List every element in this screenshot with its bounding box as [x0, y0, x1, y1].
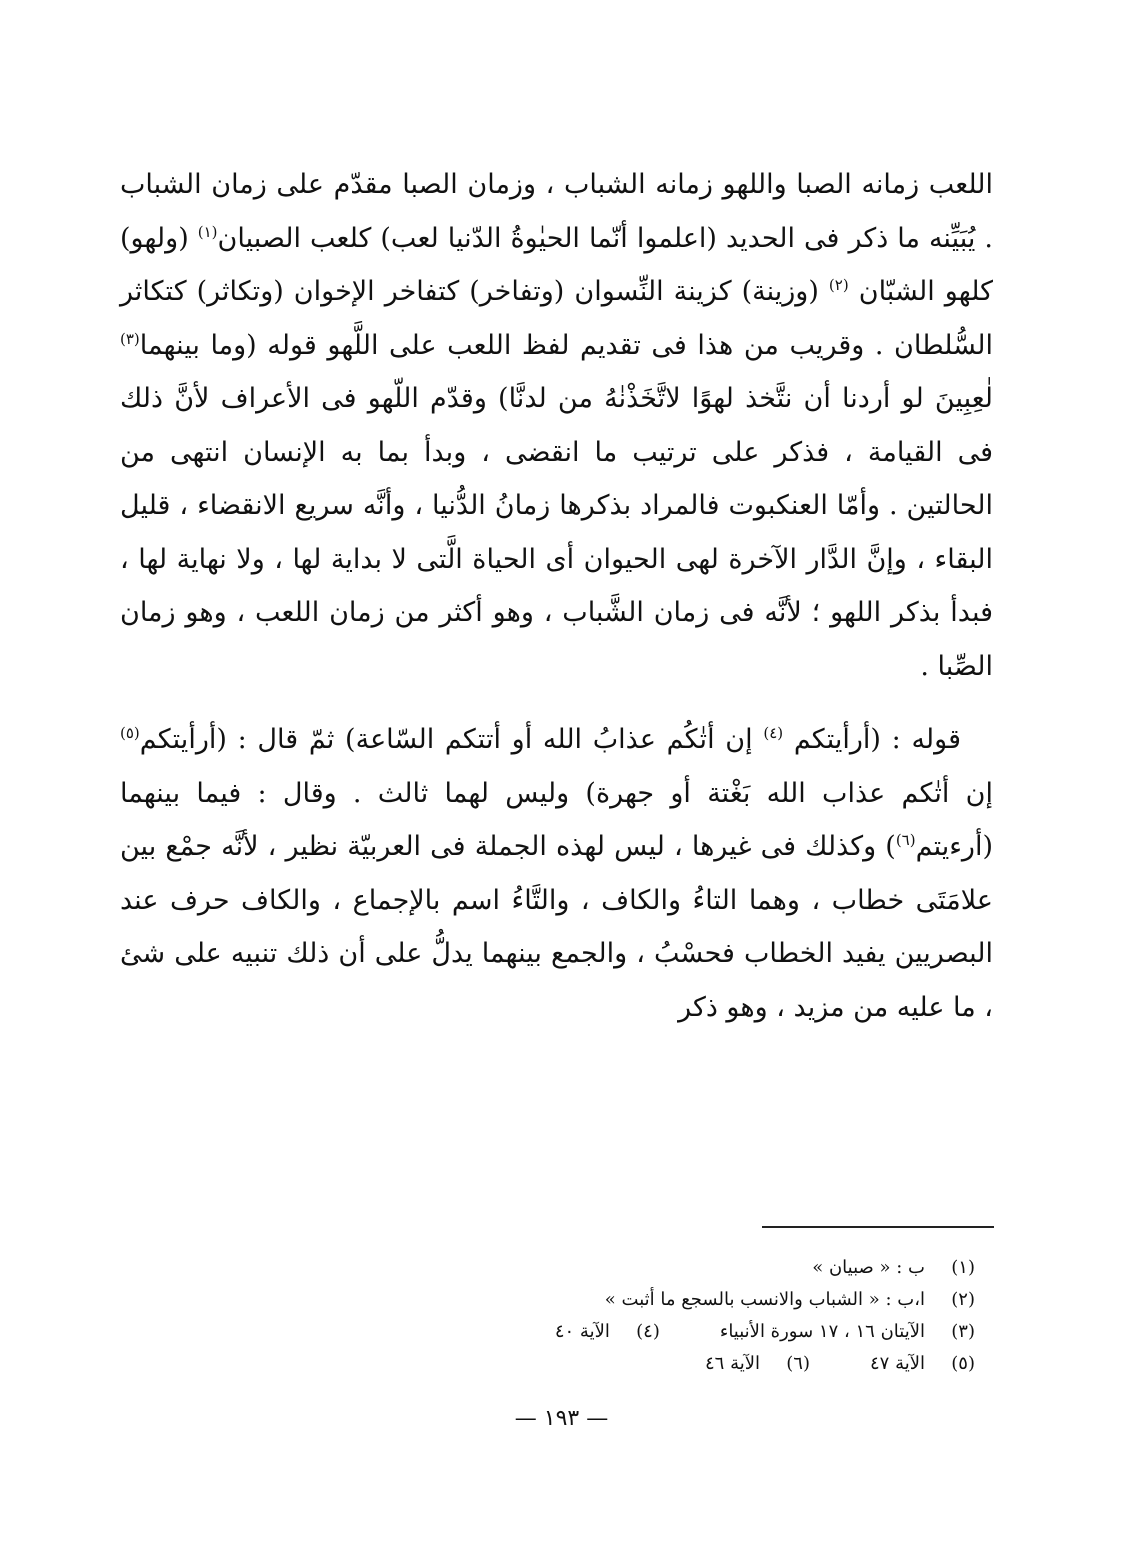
footnote-number: (١): [951, 1257, 975, 1278]
footnote-number: (٤): [636, 1321, 660, 1342]
footnote-ref: (٦): [895, 831, 916, 849]
footnote-ref: (٣): [120, 329, 140, 348]
footnote-text: ب : « صبيان »: [812, 1257, 925, 1278]
footnote-ref: (٤): [763, 724, 784, 742]
text-run: (وزينة) كزينة النِّسوان (وتفاخر) كتفاخر الإخوان (وتكاثر) كتكاثر السُّلطان . وقريب من هذا فى تقديم لفظ اللعب على اللَّهو قوله (وما بينهما: [120, 276, 993, 361]
footnote-separator: [762, 1226, 994, 1228]
footnote-line: [300, 1252, 975, 1284]
page-number: — ١٩٣ —: [514, 1406, 609, 1431]
footnote-text: الآية ٤٧: [870, 1353, 925, 1374]
footnote-number: (٣): [951, 1321, 975, 1342]
footnote-ref: (١): [197, 222, 218, 241]
footnote-gap: [810, 1348, 870, 1380]
text-run: قوله : (أرأيتكم: [783, 724, 961, 755]
text-run: إن أتٰكم عذاب الله بَغْتة أو جهرة) وليس لهما ثالث . وقال : فيما بينهما (أرءيتم: [120, 777, 993, 862]
footnotes: [300, 1252, 975, 1380]
main-text: [120, 158, 993, 1034]
text-run: ) وكذلك فى غيرها ، ليس لهذه الجملة فى العربيّة نظير ، لأنَّه جمْع بين علامَتَى خطاب ، وهما التاءُ والكاف ، والتَّاءُ اسم بالإجماع ، والكاف حرف عند البصريين يفيد الخطاب فحسْبُ ، والجمع بينهما يدلُّ على أن ذلك تنبيه على شئ ، ما عليه من مزيد ، وهو ذكر: [120, 831, 993, 1023]
footnote-gap: [660, 1316, 720, 1348]
footnote-line: [300, 1284, 975, 1316]
footnote-number: (٥): [951, 1353, 975, 1374]
footnote-line: [300, 1348, 975, 1380]
footnote-ref: (٢): [828, 276, 849, 294]
footnote-text: ا،ب : « الشباب والانسب بالسجع ما أثبت »: [604, 1289, 925, 1310]
footnote-number: (٦): [786, 1353, 810, 1374]
paragraph-1: [120, 158, 993, 693]
footnote-number: (٢): [951, 1289, 975, 1310]
footnote-text: الآية ٤٦: [705, 1353, 760, 1374]
text-run: اللعب زمانه الصبا واللهو زمانه الشباب ، وزمان الصبا مقدّم على زمان الشباب . يُبَيِّنه ما ذكر فى الحديد (اعلموا أنّما الحيٰوةُ الدّنيا لعب) كلعب الصبيان: [120, 169, 993, 254]
footnote-text: الآية ٤٠: [554, 1321, 610, 1342]
text-run: (ولهو) كلهو الشبّان: [120, 222, 993, 307]
text-run: إن أتٰكُم عذابُ الله أو أتتكم السّاعة) ثمّ قال : (أرأيتكم: [139, 724, 764, 755]
footnote-text: الآيتان ١٦ ، ١٧ سورة الأنبياء: [719, 1321, 925, 1342]
footnote-ref: (٥): [120, 724, 140, 742]
paragraph-2: [120, 713, 993, 1034]
footnote-line: [300, 1316, 975, 1348]
text-run: لٰعِبِينَ لو أردنا أن نتَّخذ لهوًا لاتَّخَذْنٰهُ من لدنَّا) وقدّم اللّهو فى الأعراف لأنَّ ذلك فى القيامة ، فذكر على ترتيب ما انقضى ، وبدأ بما به الإنسان انتهى من الحالتين . وأمّا العنكبوت فالمراد بذكرها زمانُ الدُّنيا ، وأنَّه سريع الانقضاء ، قليل البقاء ، وإنَّ الدَّار الآخرة لهى الحيوان أى الحياة الَّتى لا بداية لها ، ولا نهاية لها ، فبدأ بذكر اللهو ؛ لأنَّه فى زمان الشَّباب ، وهو أكثر من زمان اللعب ، وهو زمان الصِّبا .: [120, 383, 993, 682]
